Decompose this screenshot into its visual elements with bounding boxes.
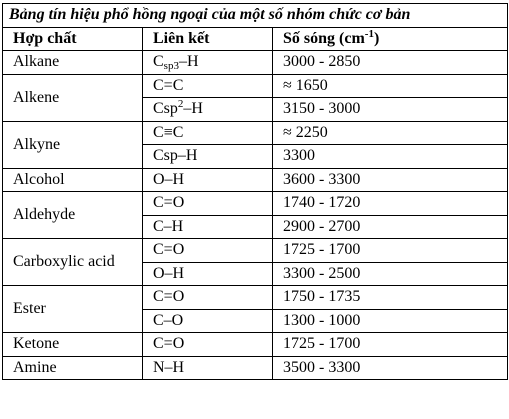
ir-signal-table bbox=[2, 3, 508, 380]
table-caption: Bảng tín hiệu phổ hồng ngoại của một số nhóm chức cơ bản bbox=[3, 4, 508, 28]
compound-cell: Ketone bbox=[3, 333, 143, 357]
bond-cell: C=O bbox=[143, 192, 273, 216]
wavenumber-cell: ≈ 1650 bbox=[273, 74, 508, 98]
table-body bbox=[3, 51, 508, 380]
wavenumber-cell: 3500 - 3300 bbox=[273, 356, 508, 380]
wavenumber-cell: 3300 bbox=[273, 145, 508, 169]
wavenumber-cell: 3000 - 2850 bbox=[273, 51, 508, 75]
header-row bbox=[3, 27, 508, 51]
wavenumber-cell: 3300 - 2500 bbox=[273, 262, 508, 286]
compound-cell: Ester bbox=[3, 286, 143, 333]
bond-rest: –H bbox=[183, 100, 203, 118]
table-row bbox=[3, 168, 508, 192]
bond-cell: C–O bbox=[143, 309, 273, 333]
wavenumber-cell: 2900 - 2700 bbox=[273, 215, 508, 239]
bond-superscript: 2 bbox=[177, 98, 184, 111]
bond-cell bbox=[143, 98, 273, 122]
wavenumber-cell: ≈ 2250 bbox=[273, 121, 508, 145]
bond-cell: Csp–H bbox=[143, 145, 273, 169]
bond-cell: N–H bbox=[143, 356, 273, 380]
compound-cell: Alcohol bbox=[3, 168, 143, 192]
compound-cell: Alkene bbox=[3, 74, 143, 121]
table-row bbox=[3, 192, 508, 216]
table-row bbox=[3, 333, 508, 357]
wavenumber-cell: 1740 - 1720 bbox=[273, 192, 508, 216]
bond-cell: C=O bbox=[143, 333, 273, 357]
table-row bbox=[3, 356, 508, 380]
bond-subscript: sp3 bbox=[163, 60, 179, 73]
bond-main: Csp bbox=[153, 100, 178, 118]
wavenumber-cell: 1750 - 1735 bbox=[273, 286, 508, 310]
bond-cell: O–H bbox=[143, 262, 273, 286]
header-compound: Hợp chất bbox=[3, 27, 143, 51]
bond-cell: C=C bbox=[143, 74, 273, 98]
bond-cell: C≡C bbox=[143, 121, 273, 145]
compound-cell: Amine bbox=[3, 356, 143, 380]
caption-row bbox=[3, 4, 508, 28]
bond-cell: C=O bbox=[143, 286, 273, 310]
header-wavenumber-sup: -1 bbox=[364, 27, 374, 40]
header-bond: Liên kết bbox=[143, 27, 273, 51]
wavenumber-cell: 1725 - 1700 bbox=[273, 239, 508, 263]
table-row bbox=[3, 286, 508, 310]
compound-cell: Carboxylic acid bbox=[3, 239, 143, 286]
table-row bbox=[3, 74, 508, 98]
compound-cell: Aldehyde bbox=[3, 192, 143, 239]
compound-cell: Alkane bbox=[3, 51, 143, 75]
wavenumber-cell: 3600 - 3300 bbox=[273, 168, 508, 192]
bond-cell: C=O bbox=[143, 239, 273, 263]
header-wavenumber-prefix: Số sóng (cm bbox=[283, 29, 365, 47]
compound-cell: Alkyne bbox=[3, 121, 143, 168]
header-wavenumber-suffix: ) bbox=[373, 29, 380, 47]
header-wavenumber bbox=[273, 27, 508, 51]
table-row bbox=[3, 239, 508, 263]
table-row bbox=[3, 51, 508, 75]
wavenumber-cell: 1300 - 1000 bbox=[273, 309, 508, 333]
bond-rest: –H bbox=[178, 53, 199, 71]
bond-cell bbox=[143, 51, 273, 75]
bond-main: C bbox=[153, 53, 164, 71]
wavenumber-cell: 1725 - 1700 bbox=[273, 333, 508, 357]
bond-cell: O–H bbox=[143, 168, 273, 192]
wavenumber-cell: 3150 - 3000 bbox=[273, 98, 508, 122]
table-row bbox=[3, 121, 508, 145]
bond-cell: C–H bbox=[143, 215, 273, 239]
